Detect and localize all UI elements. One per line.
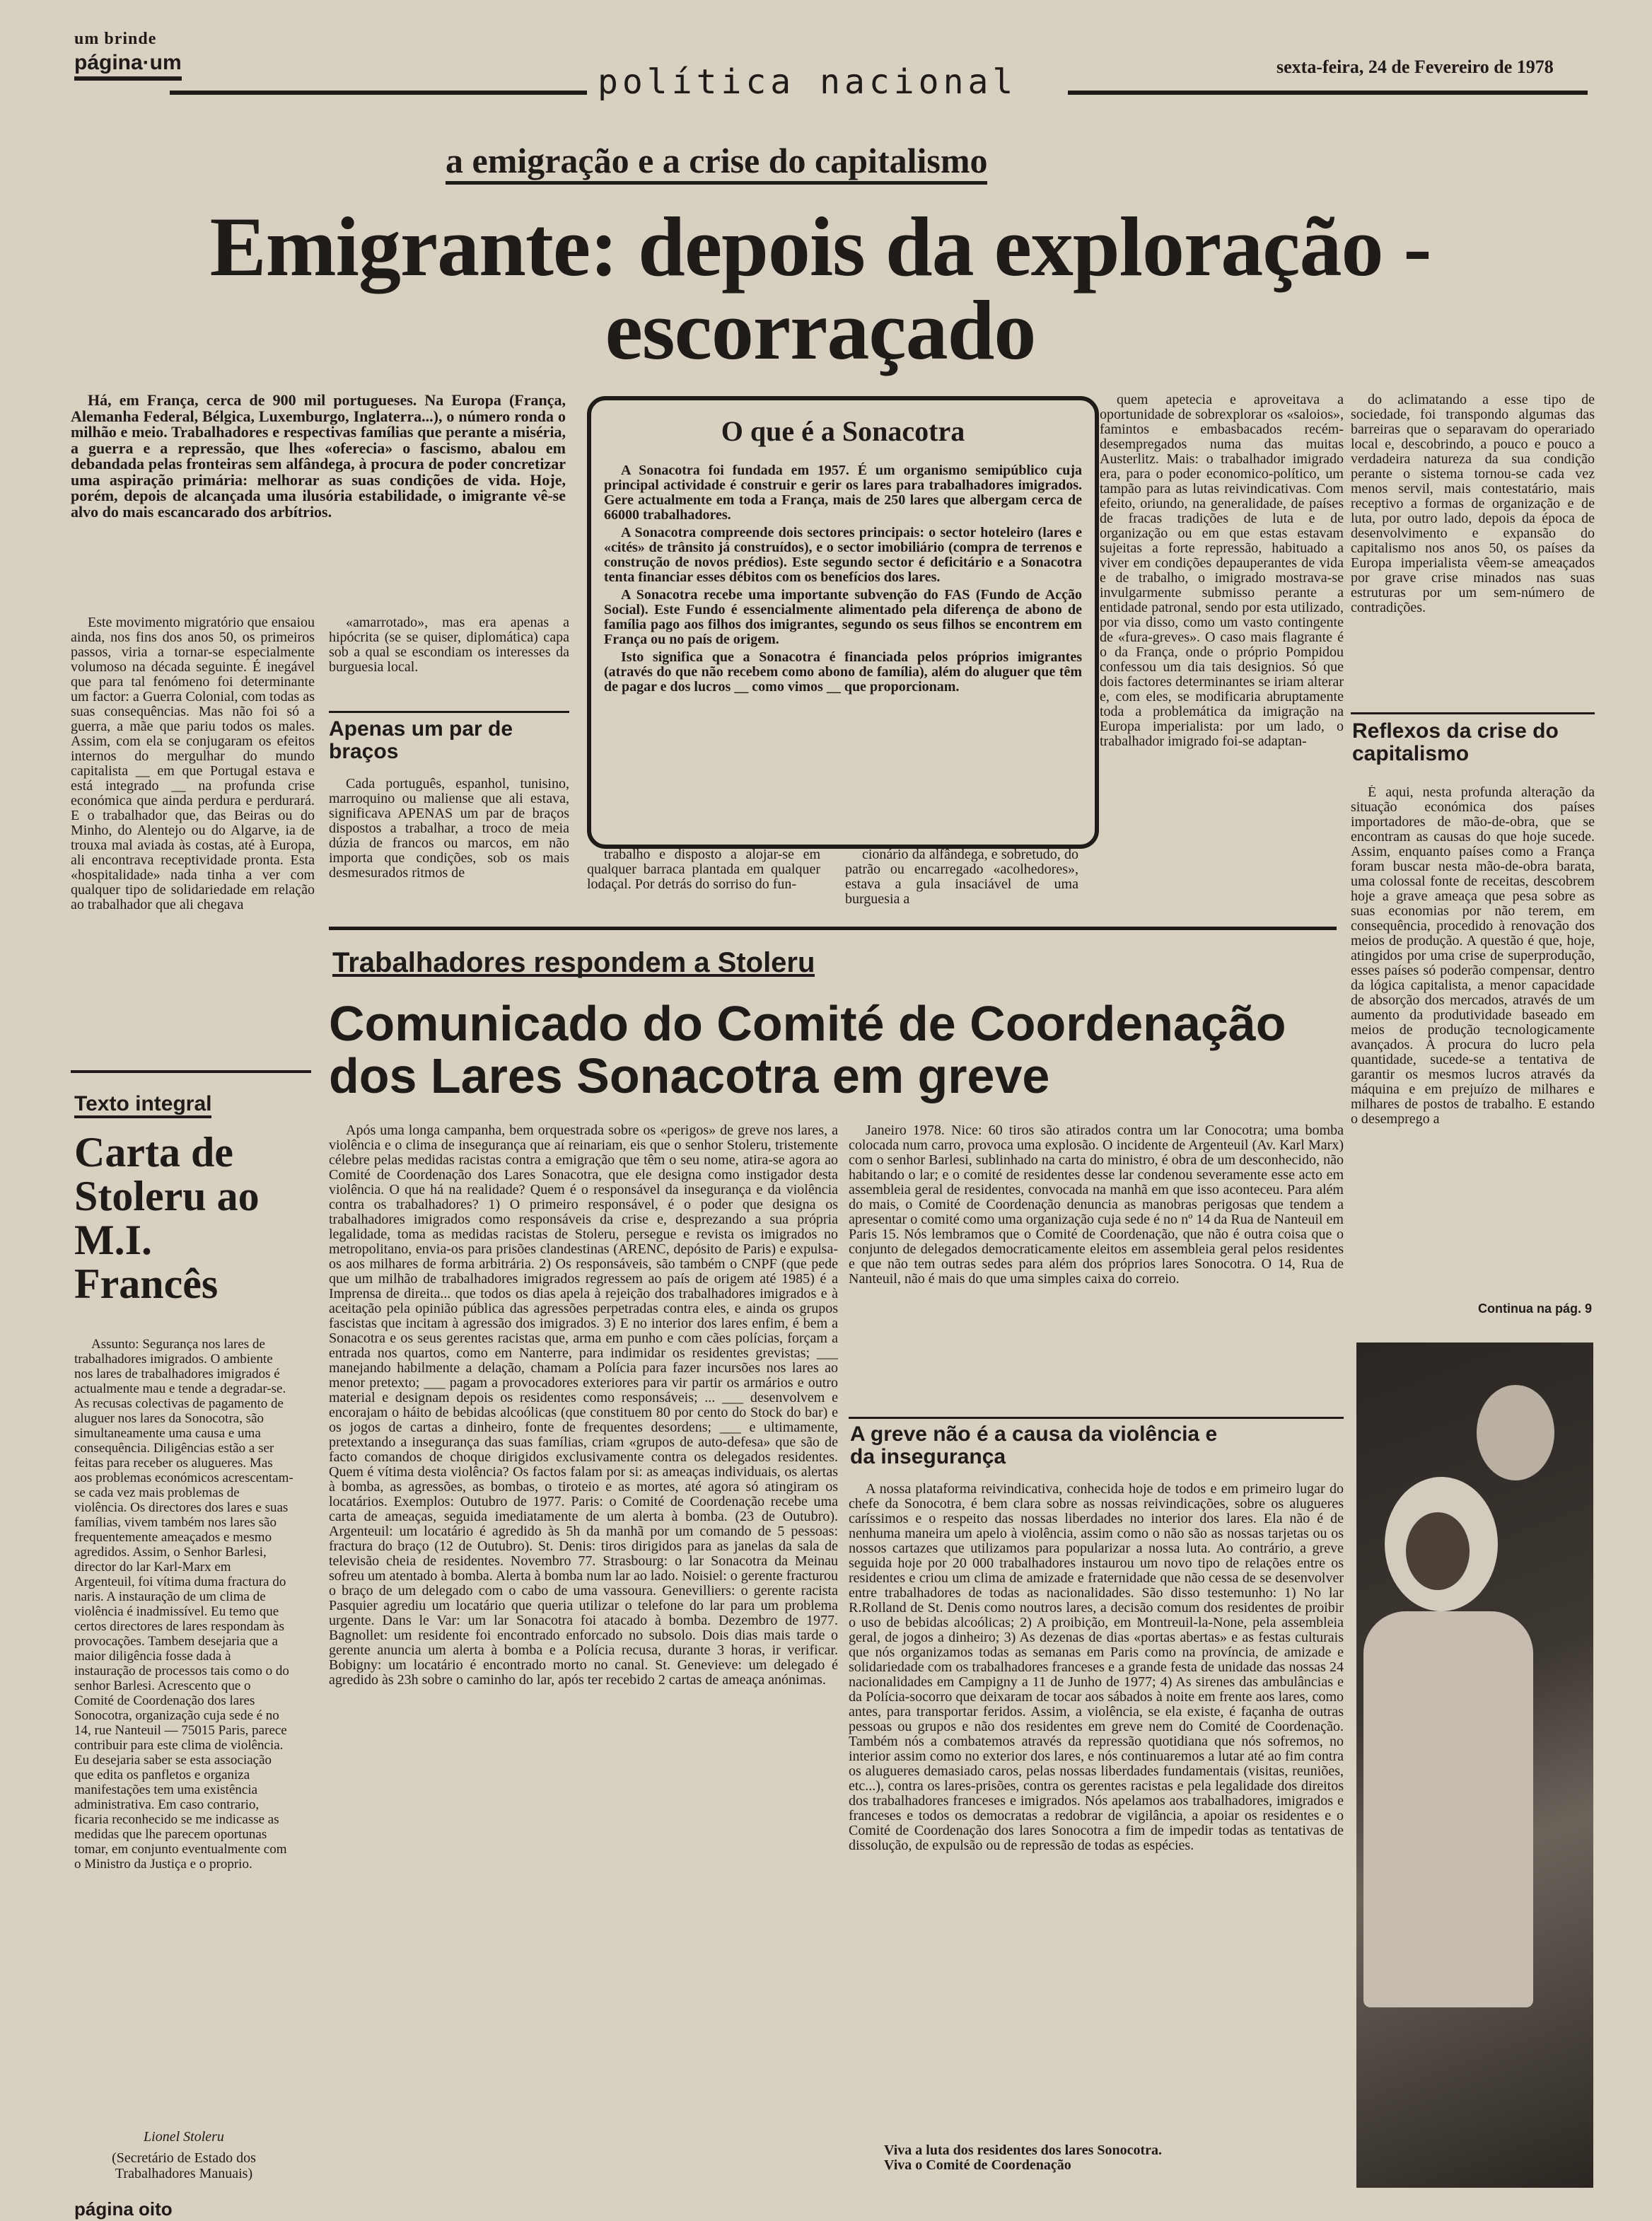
issue-date: sexta-feira, 24 de Fevereiro de 1978 bbox=[1276, 57, 1554, 77]
second-column-a bbox=[329, 1123, 838, 2188]
sidebar-body bbox=[74, 1337, 293, 2122]
sidebar-label: Texto integral bbox=[74, 1093, 211, 1118]
second-column-a-text: Após uma longa campanha, bem orquestrada sobre os «perigos» de greve nos lares, a violência e o clima de insegurança que aí reinariam, eis que o senhor Stoleru, tristemente célebre pelas medidas racistas contra a emigração que têm o seu nome, atira-se agora ao Comité de Coordenação dos Lares Sonacotra, que ele designa como instigador desta violência. O que há na realidade? Quem é o responsável da insegurança e da violência contra os trabalhadores? 1) O primeiro responsável, é o poder que designa os trabalhadores imigrados como responsáveis da crise e, desprezando a sua própria legalidade, toma as medidas racistas de Stoleru, persegue e revista os imigrados no metropolitano, envia-os para prisões clandestinas (ARENC, depósito de Paris) e expulsa-os aos milhares de forma arbitrária. 2) Os responsáveis, são também o CNPF (que pede que um milhão de trabalhadores imigrados regressem ao país de origem até 1985) é a Imprensa de direita... que todos os dias apela à rejeição dos trabalhadores imigrados e à aceitação pela opinião pública das agressões perpetradas contra eles, e ainda os grupos fascistas que incitam à agressão dos imigrados. 3) E no interior dos lares enfim, é bem a Sonacotra e os seus gerentes racistas que, arma em punho e com cães polícias, forçam a entrada nos quartos, como em Nanterre, para indimidar os residentes grevistas; ___ manejando habilmente a delação, chamam a Polícia para fazer incursões nos lares ao menor pretexto; ___ pagam a provocadores exteriores para vir partir os armários e outro material e designam depois os residentes como responsáveis; ... ___ desenvolvem e encorajam o háito de bebidas alcoólicas (que constituem 80 por cento do Stock do bar) e os jogos de cartas a dinheiro, fonte de frequentes desordens; ___ e ultimamente, pretextando a insegurança das suas famílias, criam «grupos de auto-defesa» que são de facto comandos de choque dirigidos exclusivamente contra os delegados residentes. Quem é vítima desta violência? Os factos falam por si: as ameaças individuais, os alertas à bomba, as agressões, as bombas, o tiroteio e as mortes, até agora só atingiram os locatários. Exemplos: Outubro de 1977. Paris: o Comité de Coordenação recebe uma carta de ameaças, seguida imediatamente de um alerta à bomba. (23 de Outubro). Argenteuil: um locatário é agredido às 5h da manhã por um comando de 5 pessoas: fractura do braço (12 de Outubro). St. Denis: tiros dirigidos para as janelas da sala de televisão cheia de residentes. Novembro 77. Strasbourg: o lar Sonacotra da Meinau sofreu um atentado à bomba. Alerta à bomba num lar ao lado. Noisiel: o gerente fracturou o braço de um delegado com o cabo de uma vassoura. Genevilliers: o gerente racista Pasquier agrediu um locatário que queria utilizar o telefone do lar para um problema urgente. Dans le Var: um lar Sonacotra foi atacado à bomba. Dezembro de 1977. Bagnollet: um residente foi encontrado enforcado no subsolo. Dois dias mais tarde o gerente anuncia um alerta à bomba e a Polícia recusa, durante 3 horas, ir verificar. Bobigny: um locatário é encontrado morto no canal. St. Genevieve: um delegado é agredido às 23h sobre o caminho do lar, após ter recebido 2 cartas de ameaça anónimas. bbox=[329, 1123, 838, 1688]
divider bbox=[71, 1070, 311, 1073]
article-column-4-bottom bbox=[845, 847, 1078, 918]
article-column-2-body bbox=[329, 777, 569, 918]
divider bbox=[849, 1417, 1344, 1419]
lead-paragraph bbox=[71, 393, 566, 524]
masthead-rule-left bbox=[170, 91, 587, 95]
second-column-b-body bbox=[849, 1482, 1344, 2140]
subhead-reflexos: Reflexos da crise do capitalismo bbox=[1352, 719, 1559, 765]
box-paragraph: A Sonacotra recebe uma importante subvenção do FAS (Fundo de Acção Social). Este Fundo é essencialmente alimentado pela diferença de abono de família pago aos filhos dos imigrantes, segundo os seus filhos se encontrem em França ou no país de origem. bbox=[604, 587, 1082, 647]
article-kicker: a emigração e a crise do capitalismo bbox=[446, 140, 987, 185]
signature-name: Lionel Stoleru bbox=[144, 2129, 224, 2145]
second-column-b-text: Janeiro 1978. Nice: 60 tiros são atirados contra um lar Conocotra; uma bomba colocada num carro, provoca uma explosão. O incidente de Argenteuil (Av. Karl Marx) com o senhor Barlesi, sublinhado na carta do ministro, é obra de um desconhecido, não habitando o lar; e o comité de residentes desse lar condenou severamente esse acto em assembleia geral de residentes, convocada na manhã em que isso aconteceu. Para além do mais, o Comité de Coordenação denuncia as manobras perigosas que tendem a apresentar o comité como uma organização cuja sede é no nº 14 da Rua de Nanteuil em Paris 15. Nós lembramos que o Comité de Coordenação, que não é outra coisa que o conjunto de delegados democraticamente eleitos em assembleia geral pelos residentes e que não tem outras sedes para além dos próprios lares Sonocotra. O 14, Rua de Nanteuil, não é mais do que uma simples caixa do correio. bbox=[849, 1123, 1344, 1287]
column-3-text: trabalho e disposto a alojar-se em qualquer barraca plantada em qualquer lodaçal. Por detrás do sorriso do fun- bbox=[587, 847, 820, 892]
closing-lines bbox=[884, 2143, 1337, 2173]
continued-note: Continua na pág. 9 bbox=[1478, 1301, 1593, 1316]
second-headline: Comunicado do Comité de Coordenação dos Lares Sonacotra em greve bbox=[329, 996, 1286, 1103]
sidebar-title: Carta de Stoleru ao M.I. Francês bbox=[74, 1129, 260, 1307]
photo-man-face bbox=[1477, 1385, 1554, 1480]
divider bbox=[329, 711, 569, 713]
section-divider bbox=[329, 927, 1337, 930]
article-column-6-body bbox=[1351, 785, 1595, 1294]
signature-role: (Secretário de Estado dos Trabalhadores Manuais) bbox=[112, 2150, 256, 2181]
article-column-6 bbox=[1351, 393, 1595, 704]
masthead-rule-right bbox=[1068, 91, 1588, 95]
column-6-body-text: É aqui, nesta profunda alteração da situação económica dos países importadores de mão-de-obra, que se encontram as causas do que hoje sucede. Assim, enquanto países como a França foram buscar nesta mão-de-obra barata, uma colossal fonte de receitas, descobrem hoje a grave ameaça que pesa sobre as suas economias por não terem, em consequência, procedido à renovação dos meios de produção. A questão é que, hoje, atingidos por uma crise de superprodução, esses países só poderão compensar, dentro da lógica capitalista, a menor capacidade de absorção dos mercados, através de um aumento da produtividade baseado em meios de produção tecnologicamente avançados. À procura do lucro pela quantidade, sucede-se a tentativa de garantir os mesmos lucros através da máquina e em prejuízo de milhares e milhares de postos de trabalho. E estando o desemprego a bbox=[1351, 785, 1595, 1127]
sidebar-body-text: Assunto: Segurança nos lares de trabalhadores imigrados. O ambiente nos lares de trabalhadores imigrados é actualmente mau e tende a degradar-se. As recusas colectivas de pagamento de aluguer nos lares da Sonocotra, são simultaneamente uma causa e uma consequência. Diligências estão a ser feitas para receber os alugueres. Mas aos problemas económicos acrescentam-se cada vez mais problemas de violência. Os directores dos lares e suas famílias, vivem também nos lares são frequentemente ameaçados e mesmo agredidos. Assim, o Senhor Barlesi, director do lar Karl-Marx em Argenteuil, foi vítima duma fractura do naris. A instauração de um clima de violência é inadmissível. Eu temo que certos directores de lares respondam às provocações. Tambem desejaria que a maior diligência fosse dada à instauração de processos tais como o do senhor Barlesi. Acrescento que o Comité de Coordenação dos lares Sonocotra, organização cuja sede é no 14, rue Nanteuil — 75015 Paris, parece contribuir para este clima de violência. Eu desejaria saber se esta associação que edita os panfletos e organiza manifestações tem uma existência administrativa. Em caso contrario, ficaria reconhecido se me indicasse as medidas que lhe parecem oportunas tomar, em conjunto eventualmente com o Ministro da Justiça e o proprio. bbox=[74, 1337, 293, 1872]
box-paragraph: Isto significa que a Sonacotra é financiada pelos próprios imigrantes (através do que não recebem como abono de família), além do aluguer que têm de pagar e dos lucros __ como vimos __ que proporcionam. bbox=[604, 649, 1082, 695]
divider bbox=[1351, 712, 1595, 714]
column-2-body-text: Cada português, espanhol, tunisino, marroquino ou maliense que ali estava, significava APENAS um par de braços dispostos a trabalhar, a troco de meia dúzia de francos ou marcos, em não importa que condições, sob os mais desmesurados ritmos de bbox=[329, 777, 569, 881]
article-column-1 bbox=[71, 615, 315, 1068]
news-photo bbox=[1356, 1343, 1593, 2188]
closing-line-1: Viva a luta dos residentes dos lares Sonocotra. bbox=[884, 2142, 1162, 2158]
column-2-text: «amarrotado», mas era apenas a hipócrita (se se quiser, diplomática) capa sob a qual se escondiam os interesses da burguesia local. bbox=[329, 615, 569, 675]
column-1-text: Este movimento migratório que ensaiou ainda, nos fins dos anos 50, os primeiros passos, viria a tornar-se especialmente volumoso na década seguinte. É inegável que para tal fenómeno foi determinante um factor: a Guerra Colonial, com todas as suas consequências. Mas não foi só a guerra, a mãe que pariu todos os males. Assim, com ela se conjugaram os efeitos internos do mergulhar do mundo capitalista __ em que Portugal estava e está integrado __ na profunda crise económica que ainda perdura e perdurará. E o trabalhador que, das Beiras ou do Minho, do Alentejo ou do Algarve, ia de trouxa mal aviada às costas, até à Europa, ali encontrava receptividade pronta. Esta «hospitalidade» nada tinha a ver com qualquer tipo de solidariedade em relação ao trabalhador que ali chegava bbox=[71, 615, 315, 912]
box-title: O que é a Sonacotra bbox=[721, 415, 965, 447]
article-column-3-bottom bbox=[587, 847, 820, 918]
column-4-text: cionário da alfândega, e sobretudo, do patrão ou encarregado «acolhedores», estava a gula insaciável de uma burguesia a bbox=[845, 847, 1078, 907]
photo-child-coat bbox=[1363, 1611, 1533, 2007]
sonacotra-info-box bbox=[587, 396, 1099, 849]
lead-text: Há, em França, cerca de 900 mil portugueses. Na Europa (França, Alemanha Federal, Bélgica, Luxemburgo, Inglaterra...), o número ronda o milhão e meio. Trabalhadores e respectivas famílias que perante a miséria, a guerra e a repressão, que lhes «oferecia» o fascismo, abalou em debandada pelas fronteiras sem alfândega, à procura de poder concretizar uma aspiração primária: melhorar as suas condições de vida. Hoje, porém, depois de alcançada uma ilusória estabilidade, o imigrante vê-se alvo do mais escancarado dos arbítrios. bbox=[71, 391, 566, 521]
section-title: política nacional bbox=[598, 62, 1018, 102]
second-kicker: Trabalhadores respondem a Stoleru bbox=[332, 947, 815, 978]
subhead-greve: A greve não é a causa da violência e da insegurança bbox=[850, 1422, 1218, 1468]
box-paragraph: A Sonacotra compreende dois sectores principais: o sector hoteleiro (lares e «cités» de trânsito já construídos), e o sector imobiliário (compra de terrenos e construção de novos prédios). Este segundo sector é deficitário e a Sonacotra tenta financiar esses débitos com os benefícios dos lares. bbox=[604, 525, 1082, 585]
masthead-top: um brinde bbox=[74, 30, 157, 48]
second-column-b-body-text: A nossa plataforma reivindicativa, conhecida hoje de todos e em primeiro lugar do chefe da Sonocotra, é bem clara sobre as nossas reivindicações, sobre os alugueres caríssimos e o respeito das nossas liberdades no interior dos lares. Ela não é de nenhuma maneira um apelo à violência, assim como o não são as nossas tarjetas ou os nossos cartazes que utilizamos para popularizar a nossa luta. Ao contrário, a greve seguida hoje por 20 000 trabalhadores instaurou um novo tipo de relações entre os residentes e criou um clima de amizade e fraternidade que não cessa de se desenvolver entre trabalhadores de todas as nacionalidades. São disso testemunho: 1) No lar R.Rolland de St. Denis como noutros lares, a decisão comum dos residentes de proibir o uso de bebidas alcoólicas; 2) A proibição, em Montreuil-la-None, pela assembleia geral, de jogos a dinheiro; 3) As dezenas de dias «portas abertas» e as festas culturais que nós organizamos todas as semanas em Paris como na província, de amizade e solidariedade com os trabalhadores franceses e a grande festa de unidade das nossas 24 nacionalidades em Campigny a 11 de Junho de 1977; 4) As sirenes das ambulâncias e da Polícia-socorro que deixaram de tocar aos sábados à noite em frente aos lares, como antes, para transportar feridos. Assim, a violência, se ela existe, é façanha de outras pessoas ou grupos e não dos residentes em greve nem do Comité de Coordenação. Também nós a combatemos através da repressão quotidiana que nós sofremos, no interior assim como no exterior dos lares, e nós continuaremos a lutar até ao fim contra os alugueres demasiado caros, pelas nossas liberdades fundamentais (visitas, reuniões, etc...), contra os lares-prisões, contra os gerentes racistas e pela legalidade dos direitos dos trabalhadores franceses e imigrados. Nós apelamos aos trabalhadores, imigrados e franceses e todos os democratas a redobrar de vigilância, a apoiar os residentes e o Comité de Coordenação dos lares Sonocotra a fim de impedir todas as tentativas de dissolução, de expulsão ou de repressão de todas as espécies. bbox=[849, 1482, 1344, 1853]
column-5-text: quem apetecia e aproveitava a oportunidade de sobrexplorar os «saloios», famintos e embasbacados recém-desempregados numa das muitas Austerlitz. Mais: o trabalhador imigrado era, para o poder economico-político, um tampão para as lutas reivindicativas. Com efeito, oriundo, na generalidade, de países de fracas tradições de luta e de organização ou em que estas estavam sujeitas a forte repressão, habituado a viver em condições depauperantes de vida e de trabalho, o imigrado mostrava-se invulgarmente submisso perante a entidade patronal, sendo por esta utilizado, por via disso, como um vasto contingente de «fura-greves». O caso mais flagrante é o da França, onde o próprio Pompidou confessou um dia tais designios. Só que dois factores determinantes se iriam alterar e, com eles, se modificaria abruptamente toda a problemática da imigração na Europa imperialista: por um lado, o trabalhador imigrado foi-se adaptan- bbox=[1100, 393, 1344, 749]
article-column-2 bbox=[329, 615, 569, 679]
second-column-b bbox=[849, 1123, 1344, 1417]
column-6-text: do aclimatando a esse tipo de sociedade, foi transpondo algumas das barreiras que o separavam do operariado local e, descobrindo, a pouco e pouco a verdadeira natureza da sua condição perante o sistema tornou-se cada vez menos servil, mais contestatário, mais receptivo a formas de organização e de luta, por outro lado, depois da época de desenvolvimento e expansão do capitalismo nos anos 50, os países da Europa imperialista vêem-se ameaçados por grave crise minados nas suas estruturas por um sem-número de contradições. bbox=[1351, 393, 1595, 615]
subhead-apenas: Apenas um par de braços bbox=[329, 717, 513, 763]
closing-line-2: Viva o Comité de Coordenação bbox=[884, 2157, 1071, 2173]
page-label: página·um bbox=[74, 51, 182, 81]
box-paragraph: A Sonacotra foi fundada em 1957. É um organismo semipúblico cuja principal actividade é construir e gerir os lares para trabalhadores imigrados. Gere actualmente em toda a França, mais de 250 lares que albergam cerca de 66000 trabalhadores. bbox=[604, 463, 1082, 523]
photo-child-face bbox=[1406, 1512, 1470, 1590]
article-column-5 bbox=[1100, 393, 1344, 920]
article-headline: Emigrante: depois da exploração - escorraçado bbox=[209, 199, 1431, 377]
footer-page-label: página oito bbox=[74, 2198, 173, 2220]
